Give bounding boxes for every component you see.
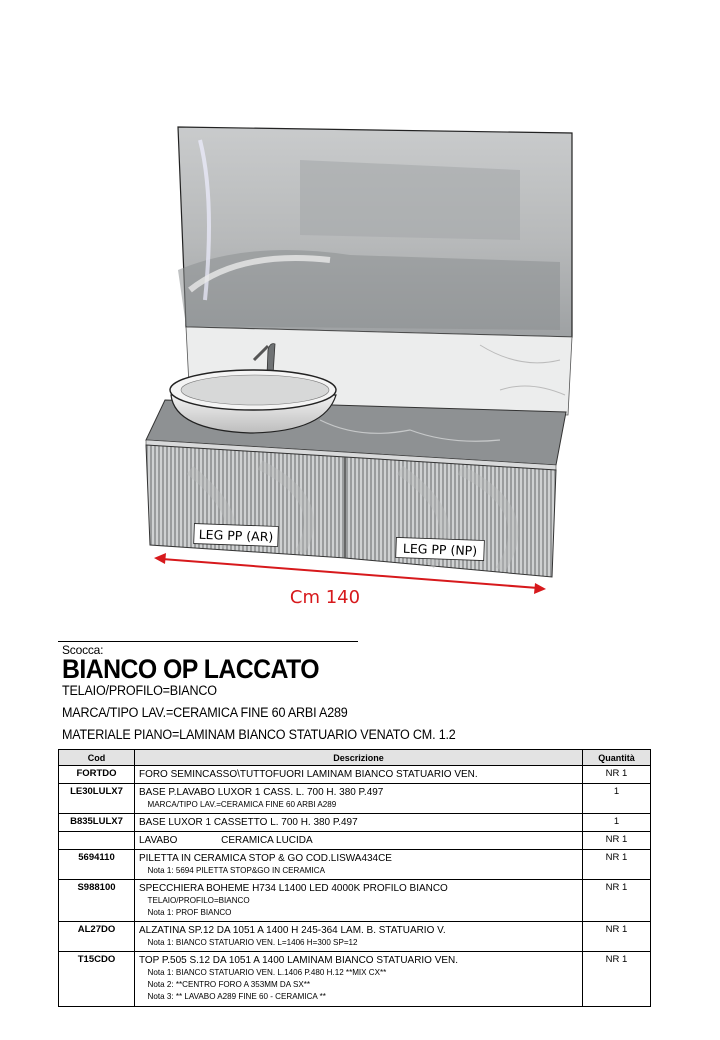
dimension-label: Cm 140 <box>289 587 361 608</box>
table-row <box>59 814 651 832</box>
row-quantity: NR 1 <box>583 766 651 784</box>
scocca-label: Scocca: <box>62 643 104 657</box>
table-row <box>59 850 651 880</box>
row-code: LE30LULX7 <box>59 784 135 814</box>
right-door-label: LEG PP (NP) <box>402 540 478 559</box>
row-note: Nota 2: **CENTRO FORO A 353MM DA SX** <box>147 979 311 989</box>
row-note: TELAIO/PROFILO=BIANCO <box>147 895 250 905</box>
row-note: Nota 1: 5694 PILETTA STOP&GO IN CERAMICA <box>147 865 325 875</box>
spec-line-frame: TELAIO/PROFILO=BIANCO <box>62 683 217 698</box>
table-row <box>59 784 651 814</box>
row-desc-extra: CERAMICA LUCIDA <box>221 834 313 846</box>
row-note: MARCA/TIPO LAV.=CERAMICA FINE 60 ARBI A289 <box>147 799 337 809</box>
row-desc-main: BASE LUXOR 1 CASSETTO L. 700 H. 380 P.497 <box>139 816 358 828</box>
row-description <box>135 952 583 1007</box>
table-row <box>59 952 651 1007</box>
row-note: Nota 1: BIANCO STATUARIO VEN. L=1406 H=300 SP=12 <box>147 937 358 947</box>
header-code: Cod <box>59 750 135 766</box>
right-door-tag <box>396 537 485 560</box>
row-desc-main: BASE P.LAVABO LUXOR 1 CASS. L. 700 H. 380 P.497 <box>139 786 384 798</box>
row-description <box>135 784 583 814</box>
row-description <box>135 880 583 922</box>
row-quantity: NR 1 <box>583 922 651 952</box>
row-code: B835LULX7 <box>59 814 135 832</box>
row-code: S988100 <box>59 880 135 922</box>
left-door-label: LEG PP (AR) <box>198 526 274 545</box>
row-quantity: NR 1 <box>583 832 651 850</box>
finish-title: BIANCO OP LACCATO <box>62 654 319 684</box>
header-quantity: Quantità <box>583 750 651 766</box>
spec-line-basin: MARCA/TIPO LAV.=CERAMICA FINE 60 ARBI A289 <box>62 705 348 720</box>
header-rule <box>58 641 358 642</box>
spec-line-top: MATERIALE PIANO=LAMINAM BIANCO STATUARIO VENATO CM. 1.2 <box>62 727 456 742</box>
row-desc-main: ALZATINA SP.12 DA 1051 A 1400 H 245-364 LAM. B. STATUARIO V. <box>139 924 446 936</box>
row-code: AL27DO <box>59 922 135 952</box>
table-row <box>59 922 651 952</box>
row-description <box>135 922 583 952</box>
row-code: FORTDO <box>59 766 135 784</box>
row-note: Nota 3: ** LAVABO A289 FINE 60 - CERAMICA ** <box>147 991 326 1001</box>
row-desc-main: TOP P.505 S.12 DA 1051 A 1400 LAMINAM BIANCO STATUARIO VEN. <box>139 954 458 966</box>
row-code: 5694110 <box>59 850 135 880</box>
row-quantity: NR 1 <box>583 850 651 880</box>
row-quantity: 1 <box>583 784 651 814</box>
row-quantity: NR 1 <box>583 952 651 1007</box>
items-table <box>58 749 651 1007</box>
row-description <box>135 766 583 784</box>
row-description <box>135 832 583 850</box>
mirror <box>178 127 572 337</box>
row-desc-main: PILETTA IN CERAMICA STOP & GO COD.LISWA434CE <box>139 852 392 864</box>
table-row <box>59 832 651 850</box>
row-note: Nota 1: BIANCO STATUARIO VEN. L.1406 P.480 H.12 **MIX CX** <box>147 967 387 977</box>
row-quantity: NR 1 <box>583 880 651 922</box>
header-description: Descrizione <box>135 750 583 766</box>
row-description <box>135 814 583 832</box>
row-description <box>135 850 583 880</box>
left-door-tag <box>194 524 279 547</box>
row-desc-main: LAVABO <box>139 834 178 846</box>
row-code <box>59 832 135 850</box>
row-code: T15CDO <box>59 952 135 1007</box>
table-row <box>59 766 651 784</box>
row-desc-main: FORO SEMINCASSO\TUTTOFUORI LAMINAM BIANCO STATUARIO VEN. <box>139 768 478 780</box>
row-quantity: 1 <box>583 814 651 832</box>
row-desc-main: SPECCHIERA BOHEME H734 L1400 LED 4000K PROFILO BIANCO <box>139 882 448 894</box>
table-header-row <box>59 750 651 766</box>
row-note: Nota 1: PROF BIANCO <box>147 907 232 917</box>
table-row <box>59 880 651 922</box>
